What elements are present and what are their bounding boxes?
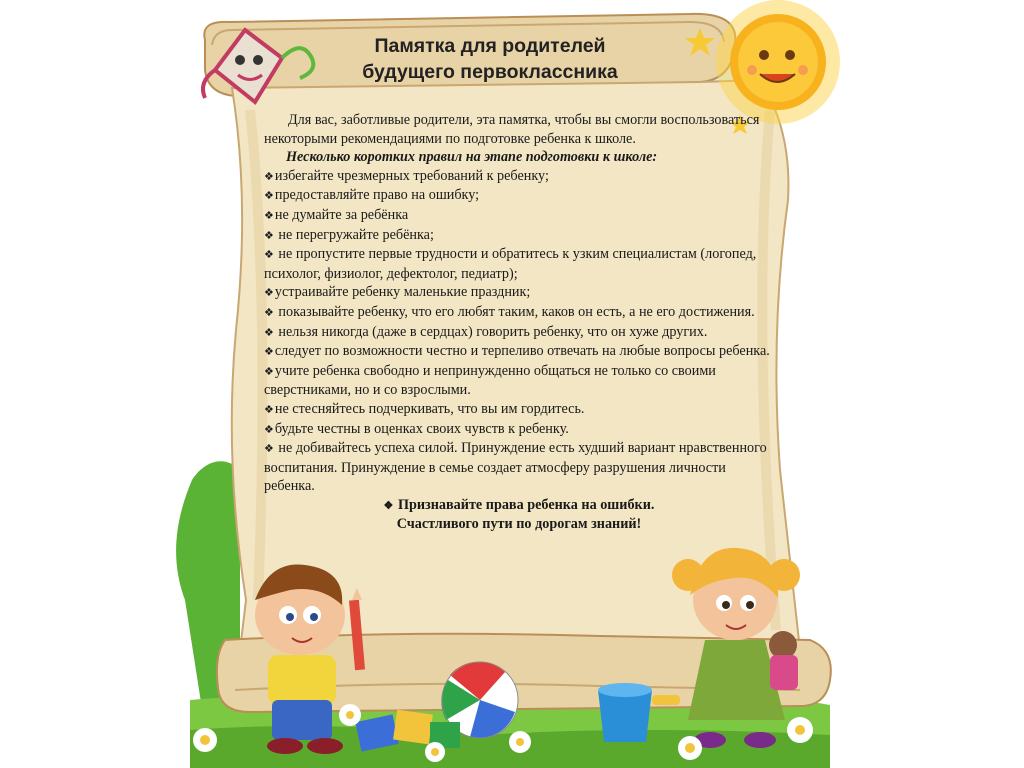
rules-heading: Несколько коротких правил на этапе подготовки к школе: — [286, 149, 658, 166]
rule-item: ❖ не стесняйтесь подчеркивать, что вы им гордитесь. — [264, 400, 774, 420]
page-title — [300, 33, 680, 85]
rule-item: ❖ не добивайтесь успеха силой. Принуждение есть худший вариант нравственного воспитания. Принуждение в семье создает атмосферу разрушения личности ребенка. — [264, 439, 774, 496]
rule-item: ❖ следует по возможности честно и терпеливо отвечать на любые вопросы ребенка. — [264, 342, 774, 362]
rule-item: ❖ устраивайте ребенку маленькие праздник; — [264, 283, 774, 303]
rule-item: ❖ избегайте чрезмерных требований к ребенку; — [264, 167, 774, 187]
final-rule: ❖ Признавайте права ребенка на ошибки. — [264, 496, 774, 516]
title-line-2: будущего первоклассника — [362, 61, 618, 83]
rule-item: ❖ не перегружайте ребёнка; — [264, 226, 774, 246]
rule-item: ❖ будьте честны в оценках своих чувств к ребенку. — [264, 420, 774, 440]
title-line-1: Памятка для родителей — [374, 35, 606, 57]
intro-paragraph: Для вас, заботливые родители, эта памятка, чтобы вы смогли воспользоваться некоторыми рекомендациями по подготовке ребенка к школе. — [264, 112, 760, 147]
rule-item: ❖ показывайте ребенку, что его любят таким, каков он есть, а не его достижения. — [264, 303, 774, 323]
memo-body — [264, 111, 774, 534]
rule-item: ❖ не думайте за ребёнка — [264, 206, 774, 226]
rule-item: ❖ предоставляйте право на ошибку; — [264, 186, 774, 206]
rule-item: ❖ учите ребенка свободно и непринужденно общаться не только со своими сверстниками, но и со взрослыми. — [264, 362, 774, 400]
rule-item: ❖ не пропустите первые трудности и обратитесь к узким специалистам (логопед, психолог, физиолог, дефектолог, педиатр); — [264, 245, 774, 283]
rule-item: ❖ нельзя никогда (даже в сердцах) говорить ребенку, что он хуже других. — [264, 323, 774, 343]
sun-illustration — [716, 0, 840, 124]
closing-line: Счастливого пути по дорогам знаний! — [396, 516, 642, 533]
